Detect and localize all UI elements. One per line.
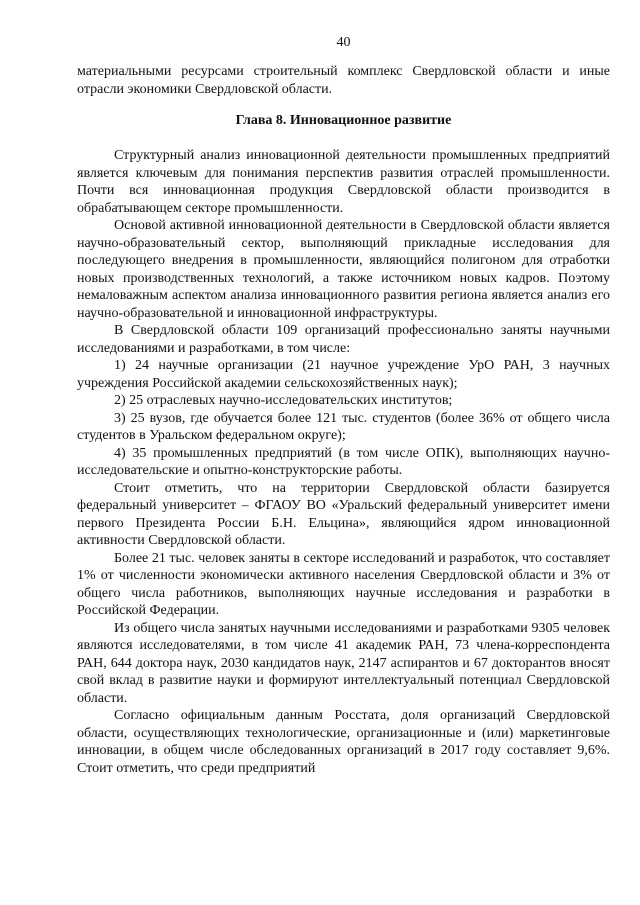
list-item-industrial-enterprises: 4) 35 промышленных предприятий (в том числе ОПК), выполняющих научно-исследовательские и опытно-конструкторские работы. [77,445,610,478]
paragraph-organizations-count: В Свердловской области 109 организаций профессионально заняты научными исследованиями и разработками, в том числе: [77,323,610,356]
paragraph-researchers: Из общего числа занятых научными исследованиями и разработками 9305 человек являются исследователями, в том числе 41 академик РАН, 73 члена-корреспондента РАН, 644 доктора наук, 2030 кандидатов наук, 2147 аспирантов и 67 докторантов вносят свой вклад в развитие науки и формируют интеллектуальный потенциал Свердловской области. [77,620,610,706]
paragraph-structural-analysis: Структурный анализ инновационной деятельности промышленных предприятий является ключевым для понимания перспектив развития отраслей промышленности. Почти вся инновационная продукция Свердловской области производится в обрабатывающем секторе промышленности. [77,148,610,216]
paragraph-research-employment: Более 21 тыс. человек заняты в секторе исследований и разработок, что составляет 1% от численности экономически активного населения Свердловской области и 3% от общего числа работников, выполняющих научные исследования и разработки в Российской Федерации. [77,550,610,618]
chapter-title: Глава 8. Инновационное развитие [235,113,452,128]
list-item-scientific-organizations: 1) 24 научные организации (21 научное учреждение УрО РАН, 3 научных учреждения Российской академии сельскохозяйственных наук); [77,358,610,391]
list-item-research-institutes: 2) 25 отраслевых научно-исследовательских институтов; [114,393,453,408]
paragraph-rosstat-data: Согласно официальным данным Росстата, доля организаций Свердловской области, осуществляющих технологические, организационные и (или) маркетинговые инновации, в общем числе обследованных организаций в 2017 году составляет 9,6%. Стоит отметить, что среди предприятий [77,708,610,776]
paragraph-federal-university: Стоит отметить, что на территории Свердловской области базируется федеральный университет – ФГАОУ ВО «Уральский федеральный университет имени первого Президента России Б.Н. Ельцина», являющийся ядром инновационной активности Свердловской области. [77,480,610,548]
paragraph-innovation-basis: Основой активной инновационной деятельности в Свердловской области является научно-образовательный сектор, выполняющий прикладные исследования для последующего внедрения в промышленности, являющийся полигоном для отработки новых производственных технологий, а также источником новых кадров. Поэтому немаловажным аспектом анализа инновационного развития региона является анализ его научно-образовательной и инновационной инфраструктуры. [77,218,610,321]
intro-continuation: материальными ресурсами строительный комплекс Свердловской области и иные отрасли экономики Свердловской области. [77,64,610,97]
list-item-universities: 3) 25 вузов, где обучается более 121 тыс. студентов (более 36% от общего числа студентов в Уральском федеральном округе); [77,410,610,443]
page-number: 40 [336,35,351,50]
document-page [77,34,610,777]
